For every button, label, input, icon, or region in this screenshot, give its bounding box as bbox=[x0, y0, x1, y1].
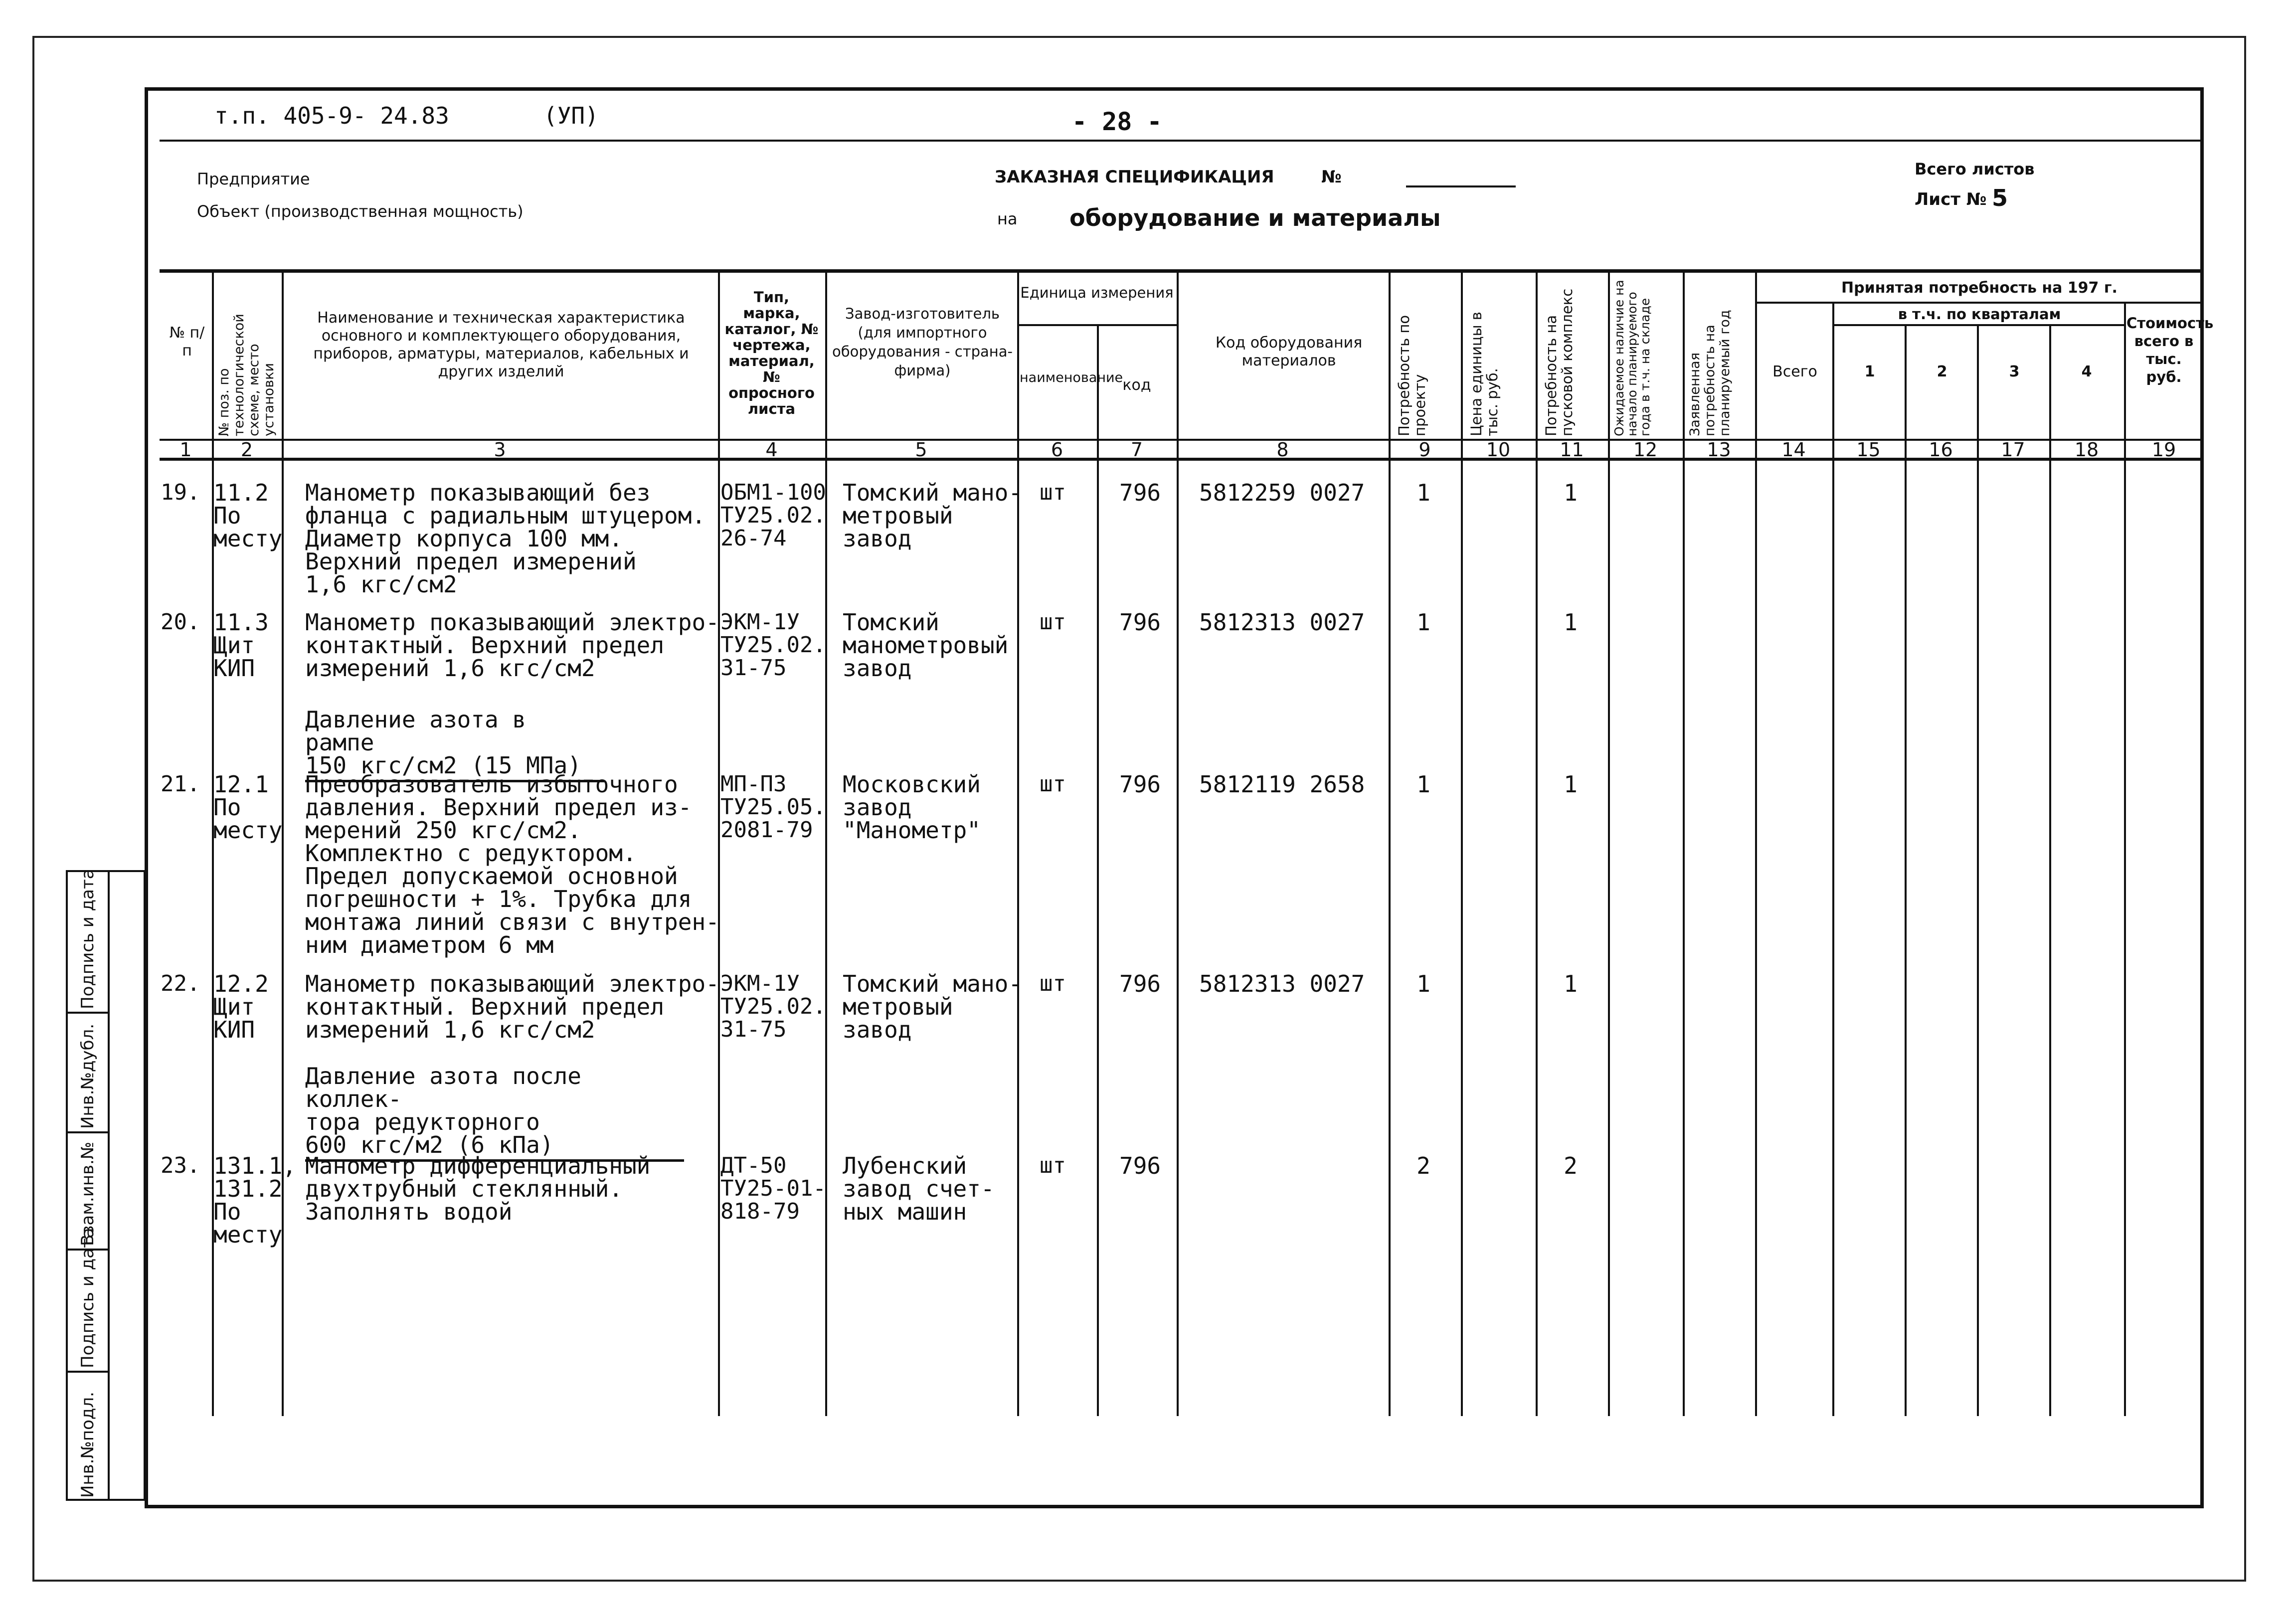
sheet-number: 5 bbox=[1992, 184, 2008, 211]
column-number: 11 bbox=[1560, 439, 1584, 461]
stamp-orig-inv: Инв.№подл. bbox=[78, 1392, 98, 1498]
item-description: Преобразователь избыточного давления. Верхний предел из- мерений 250 кгс/см2. Комплектно с редуктором. Предел допускаемой основной погрешности + 1%. Трубка для монтажа линий связи с внутрен- ним диаметром 6 мм bbox=[305, 771, 719, 958]
column-number: 18 bbox=[2074, 439, 2099, 461]
equipment-code: 5812119 2658 bbox=[1199, 771, 1365, 798]
col-header-10: Цена единицы в тыс. руб. bbox=[1468, 312, 1501, 436]
column-number: 10 bbox=[1486, 439, 1511, 461]
item-description: Манометр показывающий электро- контактный. Верхний предел измерений 1,6 кгс/см2 bbox=[305, 609, 719, 682]
stamp-dup-inv: Инв.№дубл. bbox=[78, 1023, 98, 1129]
manufacturer: Лубенский завод счет- ных машин bbox=[843, 1152, 995, 1225]
col-header-17: 3 bbox=[2009, 363, 2020, 380]
col-header-6-group: Единица измерения bbox=[1020, 284, 1174, 301]
col-header-1: № п/п bbox=[169, 324, 205, 360]
on-label: на bbox=[997, 209, 1018, 228]
page-number: - 28 - bbox=[1072, 107, 1162, 136]
type-catalog: ЭКМ-1У ТУ25.02. 31-75 bbox=[720, 971, 826, 1042]
column-number: 2 bbox=[240, 439, 253, 461]
col-header-16: 2 bbox=[1937, 363, 1947, 380]
doc-suffix: (УП) bbox=[543, 102, 599, 129]
object-label: Объект (производственная мощность) bbox=[197, 202, 524, 221]
table-top-border bbox=[160, 269, 2204, 273]
col-header-6: наименование bbox=[1020, 370, 1123, 385]
equipment-code: 5812313 0027 bbox=[1199, 970, 1365, 997]
position-label: 11.2 По месту bbox=[213, 479, 283, 552]
project-need: 1 bbox=[1416, 970, 1430, 997]
project-need: 1 bbox=[1416, 609, 1430, 636]
column-number: 16 bbox=[1929, 439, 1953, 461]
column-number: 17 bbox=[2001, 439, 2025, 461]
column-number: 19 bbox=[2151, 439, 2176, 461]
stamp-replace-inv: Взам.инв.№ bbox=[78, 1141, 98, 1246]
type-catalog: МП-ПЗ ТУ25.05. 2081-79 bbox=[720, 771, 826, 843]
launch-need: 1 bbox=[1564, 970, 1578, 997]
sheet-label: Лист № bbox=[1915, 189, 1987, 209]
unit-code: 796 bbox=[1119, 479, 1161, 506]
row-number: 23. bbox=[161, 1153, 200, 1178]
unit-name: шт bbox=[1040, 609, 1066, 635]
row-number: 19. bbox=[161, 480, 200, 505]
project-need: 1 bbox=[1416, 771, 1430, 798]
column-number: 9 bbox=[1418, 439, 1431, 461]
launch-need: 1 bbox=[1564, 609, 1578, 636]
col-header-18: 4 bbox=[2081, 363, 2092, 380]
quarters-group-header: в т.ч. по кварталам bbox=[1898, 306, 2061, 323]
col-line bbox=[1905, 324, 1907, 1416]
col-header-14: Всего bbox=[1772, 363, 1817, 380]
col-header-7: код bbox=[1122, 376, 1151, 394]
manufacturer: Московский завод "Манометр" bbox=[843, 771, 981, 844]
col-line bbox=[2049, 324, 2051, 1416]
spec-no-blank[interactable] bbox=[1406, 185, 1516, 187]
unit-name: шт bbox=[1040, 480, 1066, 505]
item-description: Манометр показывающий без фланца с радиальным штуцером. Диаметр корпуса 100 мм. Верхний предел измерений 1,6 кгс/см2 bbox=[305, 479, 706, 598]
manufacturer: Томский манометровый завод bbox=[843, 609, 1009, 682]
type-catalog: ЭКМ-1У ТУ25.02. 31-75 bbox=[720, 609, 826, 681]
column-number: 7 bbox=[1130, 439, 1143, 461]
col-header-5: Завод-изготовитель (для импортного оборудования - страна-фирма) bbox=[832, 305, 1013, 379]
total-sheets-label: Всего листов bbox=[1915, 160, 2035, 179]
column-number: 13 bbox=[1707, 439, 1731, 461]
col-header-13: Заявленная потребность на планируемый год bbox=[1687, 310, 1733, 436]
position-label: 12.2 Щит КИП bbox=[213, 970, 269, 1043]
launch-need: 1 bbox=[1564, 771, 1578, 798]
equipment-code: 5812313 0027 bbox=[1199, 609, 1365, 636]
row-number: 20. bbox=[161, 609, 200, 635]
row-number: 21. bbox=[161, 771, 200, 797]
unit-name: шт bbox=[1040, 1153, 1066, 1178]
column-number: 15 bbox=[1856, 439, 1881, 461]
col-header-3: Наименование и техническая характеристика основного и комплектующего оборудования, приборов, арматуры, материалов, кабельных и других изделий bbox=[313, 309, 689, 380]
col-header-8: Код оборудования материалов bbox=[1215, 334, 1363, 369]
column-number: 3 bbox=[494, 439, 506, 461]
col-header-4: Тип, марка, каталог, № чертежа, материал, № опросного листа bbox=[724, 289, 819, 417]
position-label: 11.3 Щит КИП bbox=[213, 609, 269, 682]
unit-code: 796 bbox=[1119, 771, 1161, 798]
col-header-9: Потребность по проекту bbox=[1396, 315, 1428, 436]
stamp-sign-date-2: Подпись и дата bbox=[78, 1228, 98, 1368]
row-number: 22. bbox=[161, 971, 200, 996]
column-number: 5 bbox=[915, 439, 927, 461]
col-line bbox=[1097, 324, 1099, 1416]
unit-name: шт bbox=[1040, 971, 1066, 996]
doc-code: т.п. 405-9- 24.83 bbox=[214, 102, 449, 129]
enterprise-label: Предприятие bbox=[197, 170, 310, 188]
col-line bbox=[2124, 302, 2126, 1416]
spec-subject: оборудование и материалы bbox=[1069, 204, 1441, 231]
launch-need: 2 bbox=[1564, 1152, 1578, 1179]
unit-group-line bbox=[1017, 324, 1177, 326]
position-label: 12.1 По месту bbox=[213, 771, 283, 844]
launch-need: 1 bbox=[1564, 479, 1578, 506]
section-header-nitrogen-ramp: Давление азота в рампе 150 кгс/см2 (15 МПа) bbox=[305, 708, 604, 782]
unit-name: шт bbox=[1040, 771, 1066, 797]
column-number: 4 bbox=[765, 439, 778, 461]
section-header-after-collector: Давление азота после коллек- тора редукторного 600 кгс/м2 (6 кПа) bbox=[305, 1065, 684, 1162]
column-number: 12 bbox=[1633, 439, 1658, 461]
col-header-2: № поз. по технологической схеме, место установки bbox=[216, 314, 277, 436]
unit-code: 796 bbox=[1119, 970, 1161, 997]
unit-code: 796 bbox=[1119, 609, 1161, 636]
project-need: 1 bbox=[1416, 479, 1430, 506]
header-divider bbox=[160, 140, 2204, 142]
col-line bbox=[1832, 302, 1834, 1416]
type-catalog: ДТ-50 ТУ25-01- 818-79 bbox=[720, 1153, 826, 1224]
manufacturer: Томский мано- метровый завод bbox=[843, 970, 1023, 1043]
col-header-12: Ожидаемое наличие на начало планируемого года в т.ч. на складе bbox=[1612, 280, 1652, 436]
spec-no-label: № bbox=[1321, 167, 1342, 187]
column-number: 6 bbox=[1051, 439, 1063, 461]
unit-code: 796 bbox=[1119, 1152, 1161, 1179]
col-header-19: Стоимость всего в тыс. руб. bbox=[2126, 315, 2214, 385]
position-label: 131.1, 131.2 По месту bbox=[213, 1152, 297, 1248]
quarters-group-line bbox=[1832, 324, 2124, 326]
accepted-group-line bbox=[1755, 302, 2204, 304]
column-number: 8 bbox=[1276, 439, 1289, 461]
approval-stamp bbox=[66, 870, 146, 1501]
stamp-sign-date-1: Подпись и дата bbox=[78, 869, 98, 1009]
spec-title: ЗАКАЗНАЯ СПЕЦИФИКАЦИЯ bbox=[995, 167, 1274, 187]
type-catalog: ОБМ1-100 ТУ25.02. 26-74 bbox=[720, 480, 826, 551]
item-description: Манометр дифференциальный двухтрубный стеклянный. Заполнять водой bbox=[305, 1152, 651, 1225]
item-description: Манометр показывающий электро- контактный. Верхний предел измерений 1,6 кгс/см2 bbox=[305, 970, 719, 1043]
equipment-code: 5812259 0027 bbox=[1199, 479, 1365, 506]
column-number: 14 bbox=[1781, 439, 1806, 461]
col-header-15: 1 bbox=[1864, 363, 1875, 380]
project-need: 2 bbox=[1416, 1152, 1430, 1179]
col-line bbox=[1977, 324, 1979, 1416]
manufacturer: Томский мано- метровый завод bbox=[843, 479, 1023, 552]
col-header-11: Потребность на пусковой комплекс bbox=[1543, 288, 1576, 436]
accepted-group-header: Принятая потребность на 197 г. bbox=[1841, 279, 2118, 297]
column-number: 1 bbox=[179, 439, 192, 461]
